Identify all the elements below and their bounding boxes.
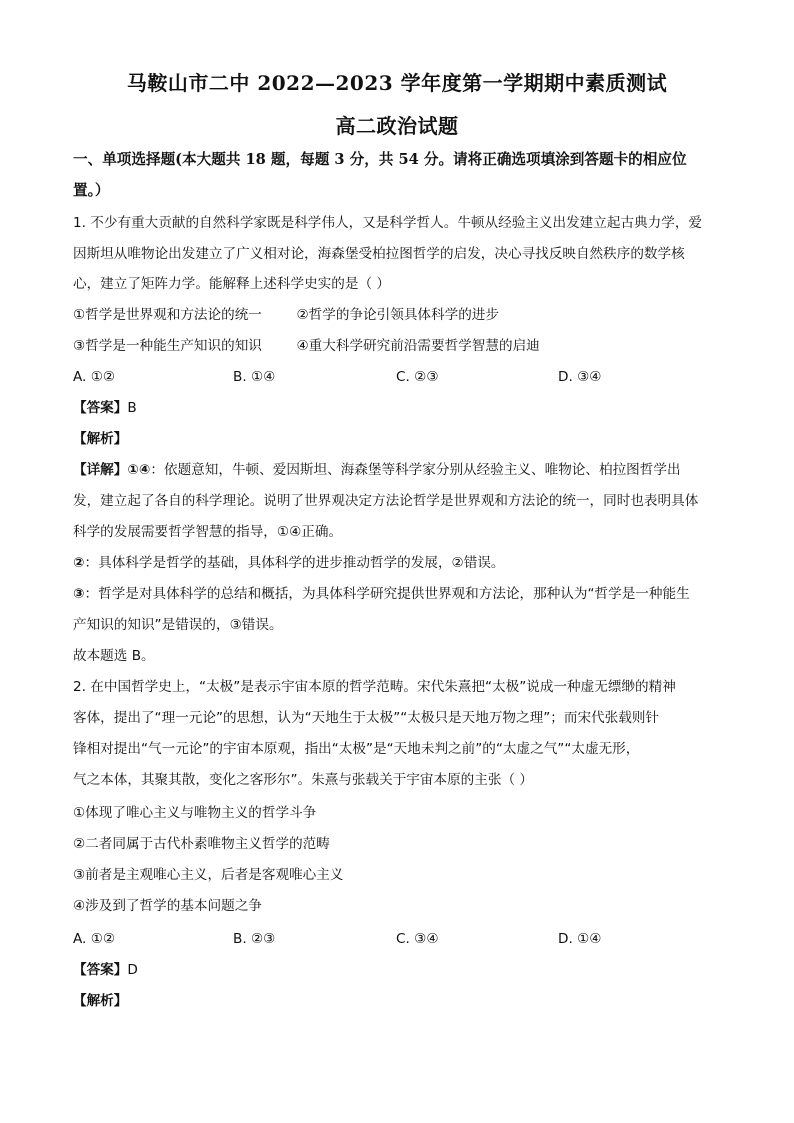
analysis-tag: 【解析】	[73, 431, 128, 447]
q2-statement-line: ②二者同属于古代朴素唯物主义哲学的范畴	[73, 836, 330, 852]
q1-option-b: B. ①④	[233, 369, 276, 385]
point2-text: ：具体科学是哲学的基础，具体科学的进步推动哲学的发展，②错误。	[84, 555, 505, 571]
q2-statement-line: ③前者是主观唯心主义，后者是客观唯心主义	[73, 867, 344, 883]
q1-statement-line: ①哲学是世界观和方法论的统一 ②哲学的争论引领具体科学的进步	[73, 307, 499, 323]
section-header-line2: 置。）	[73, 182, 110, 199]
q1-analysis-tag	[73, 429, 127, 449]
answer-tag: 【答案】	[73, 962, 128, 978]
q2-answer	[73, 960, 138, 980]
detail-text: ：依题意知，牛顿、爱因斯坦、海森堡等科学家分别从经验主义、唯物论、柏拉图哲学出	[150, 462, 681, 478]
q1-point3	[73, 584, 690, 604]
q1-detail-line	[73, 460, 681, 480]
q1-option-a: A. ①②	[73, 369, 116, 385]
q2-statement-line: ①体现了唯心主义与唯物主义的哲学斗争	[73, 805, 317, 821]
section-header-line1: 一、单项选择题(本大题共 18 题，每题 3 分，共 54 分。请将正确选项填涂到答题卡的相应位	[73, 151, 687, 168]
q2-statement-line: ④涉及到了哲学的基本问题之争	[73, 898, 262, 914]
q1-option-d: D. ③④	[558, 369, 602, 385]
q2-option-b: B. ②③	[233, 931, 276, 947]
q1-stem-line: 因斯坦从唯物论出发建立了广义相对论，海森堡受柏拉图哲学的启发，决心寻找反映自然秩序的数学核	[73, 246, 685, 262]
answer-tag: 【答案】	[73, 400, 128, 416]
q2-option-a: A. ①②	[73, 931, 116, 947]
q2-stem-line: 2. 在中国哲学史上，“太极”是表示宇宙本原的哲学范畴。宋代朱熹把“太极”说成一种虚无缥缈的精神	[73, 679, 676, 695]
q2-analysis-tag	[73, 991, 127, 1011]
point2-mark: ②	[73, 555, 85, 571]
point3-text: ：哲学是对具体科学的总结和概括，为具体科学研究提供世界观和方法论，那种认为“哲学是一种能生	[84, 586, 690, 602]
answer-value: B	[127, 400, 137, 416]
q1-detail-line: 科学的发展需要哲学智慧的指导，①④正确。	[73, 524, 343, 540]
q1-conclusion: 故本题选 B。	[73, 648, 155, 664]
q2-stem-line: 客体，提出了“理一元论”的思想，认为“天地生于太极”“太极只是天地万物之理”；而宋代张载则针	[73, 710, 660, 726]
q1-stem-line: 1. 不少有重大贡献的自然科学家既是科学伟人，又是科学哲人。牛顿从经验主义出发建立起古典力学，爱	[73, 215, 703, 231]
q1-detail-line: 发，建立起了各自的科学理论。说明了世界观决定方法论哲学是世界观和方法论的统一，同时也表明具体	[73, 493, 699, 509]
q2-option-c: C. ③④	[396, 931, 439, 947]
q2-option-d: D. ①④	[558, 931, 602, 947]
q1-stem-line: 心，建立了矩阵力学。能解释上述科学史实的是（ ）	[73, 276, 390, 292]
detail-tag: 【详解】	[73, 462, 128, 478]
document-title: 马鞍山市二中 2022—2023 学年度第一学期期中素质测试	[126, 71, 668, 95]
q1-option-c: C. ②③	[396, 369, 439, 385]
answer-value: D	[127, 962, 138, 978]
document-subtitle: 高二政治试题	[335, 114, 459, 138]
analysis-tag: 【解析】	[73, 993, 128, 1009]
point3-mark: ③	[73, 586, 85, 602]
q2-stem-line: 气之本体，其聚其散，变化之客形尔”。朱熹与张载关于宇宙本原的主张（ ）	[73, 772, 533, 788]
q1-point3-line: 产知识的知识”是错误的，③错误。	[73, 617, 283, 633]
q1-statement-line: ③哲学是一种能生产知识的知识 ④重大科学研究前沿需要哲学智慧的启迪	[73, 338, 540, 354]
q2-stem-line: 锋相对提出“气一元论”的宇宙本原观，指出“太极”是“天地未判之前”的“太虚之气”“太虚无形，	[73, 741, 640, 757]
q1-point2	[73, 553, 505, 573]
detail-mark: ①④	[127, 462, 151, 478]
q1-answer	[73, 398, 137, 418]
